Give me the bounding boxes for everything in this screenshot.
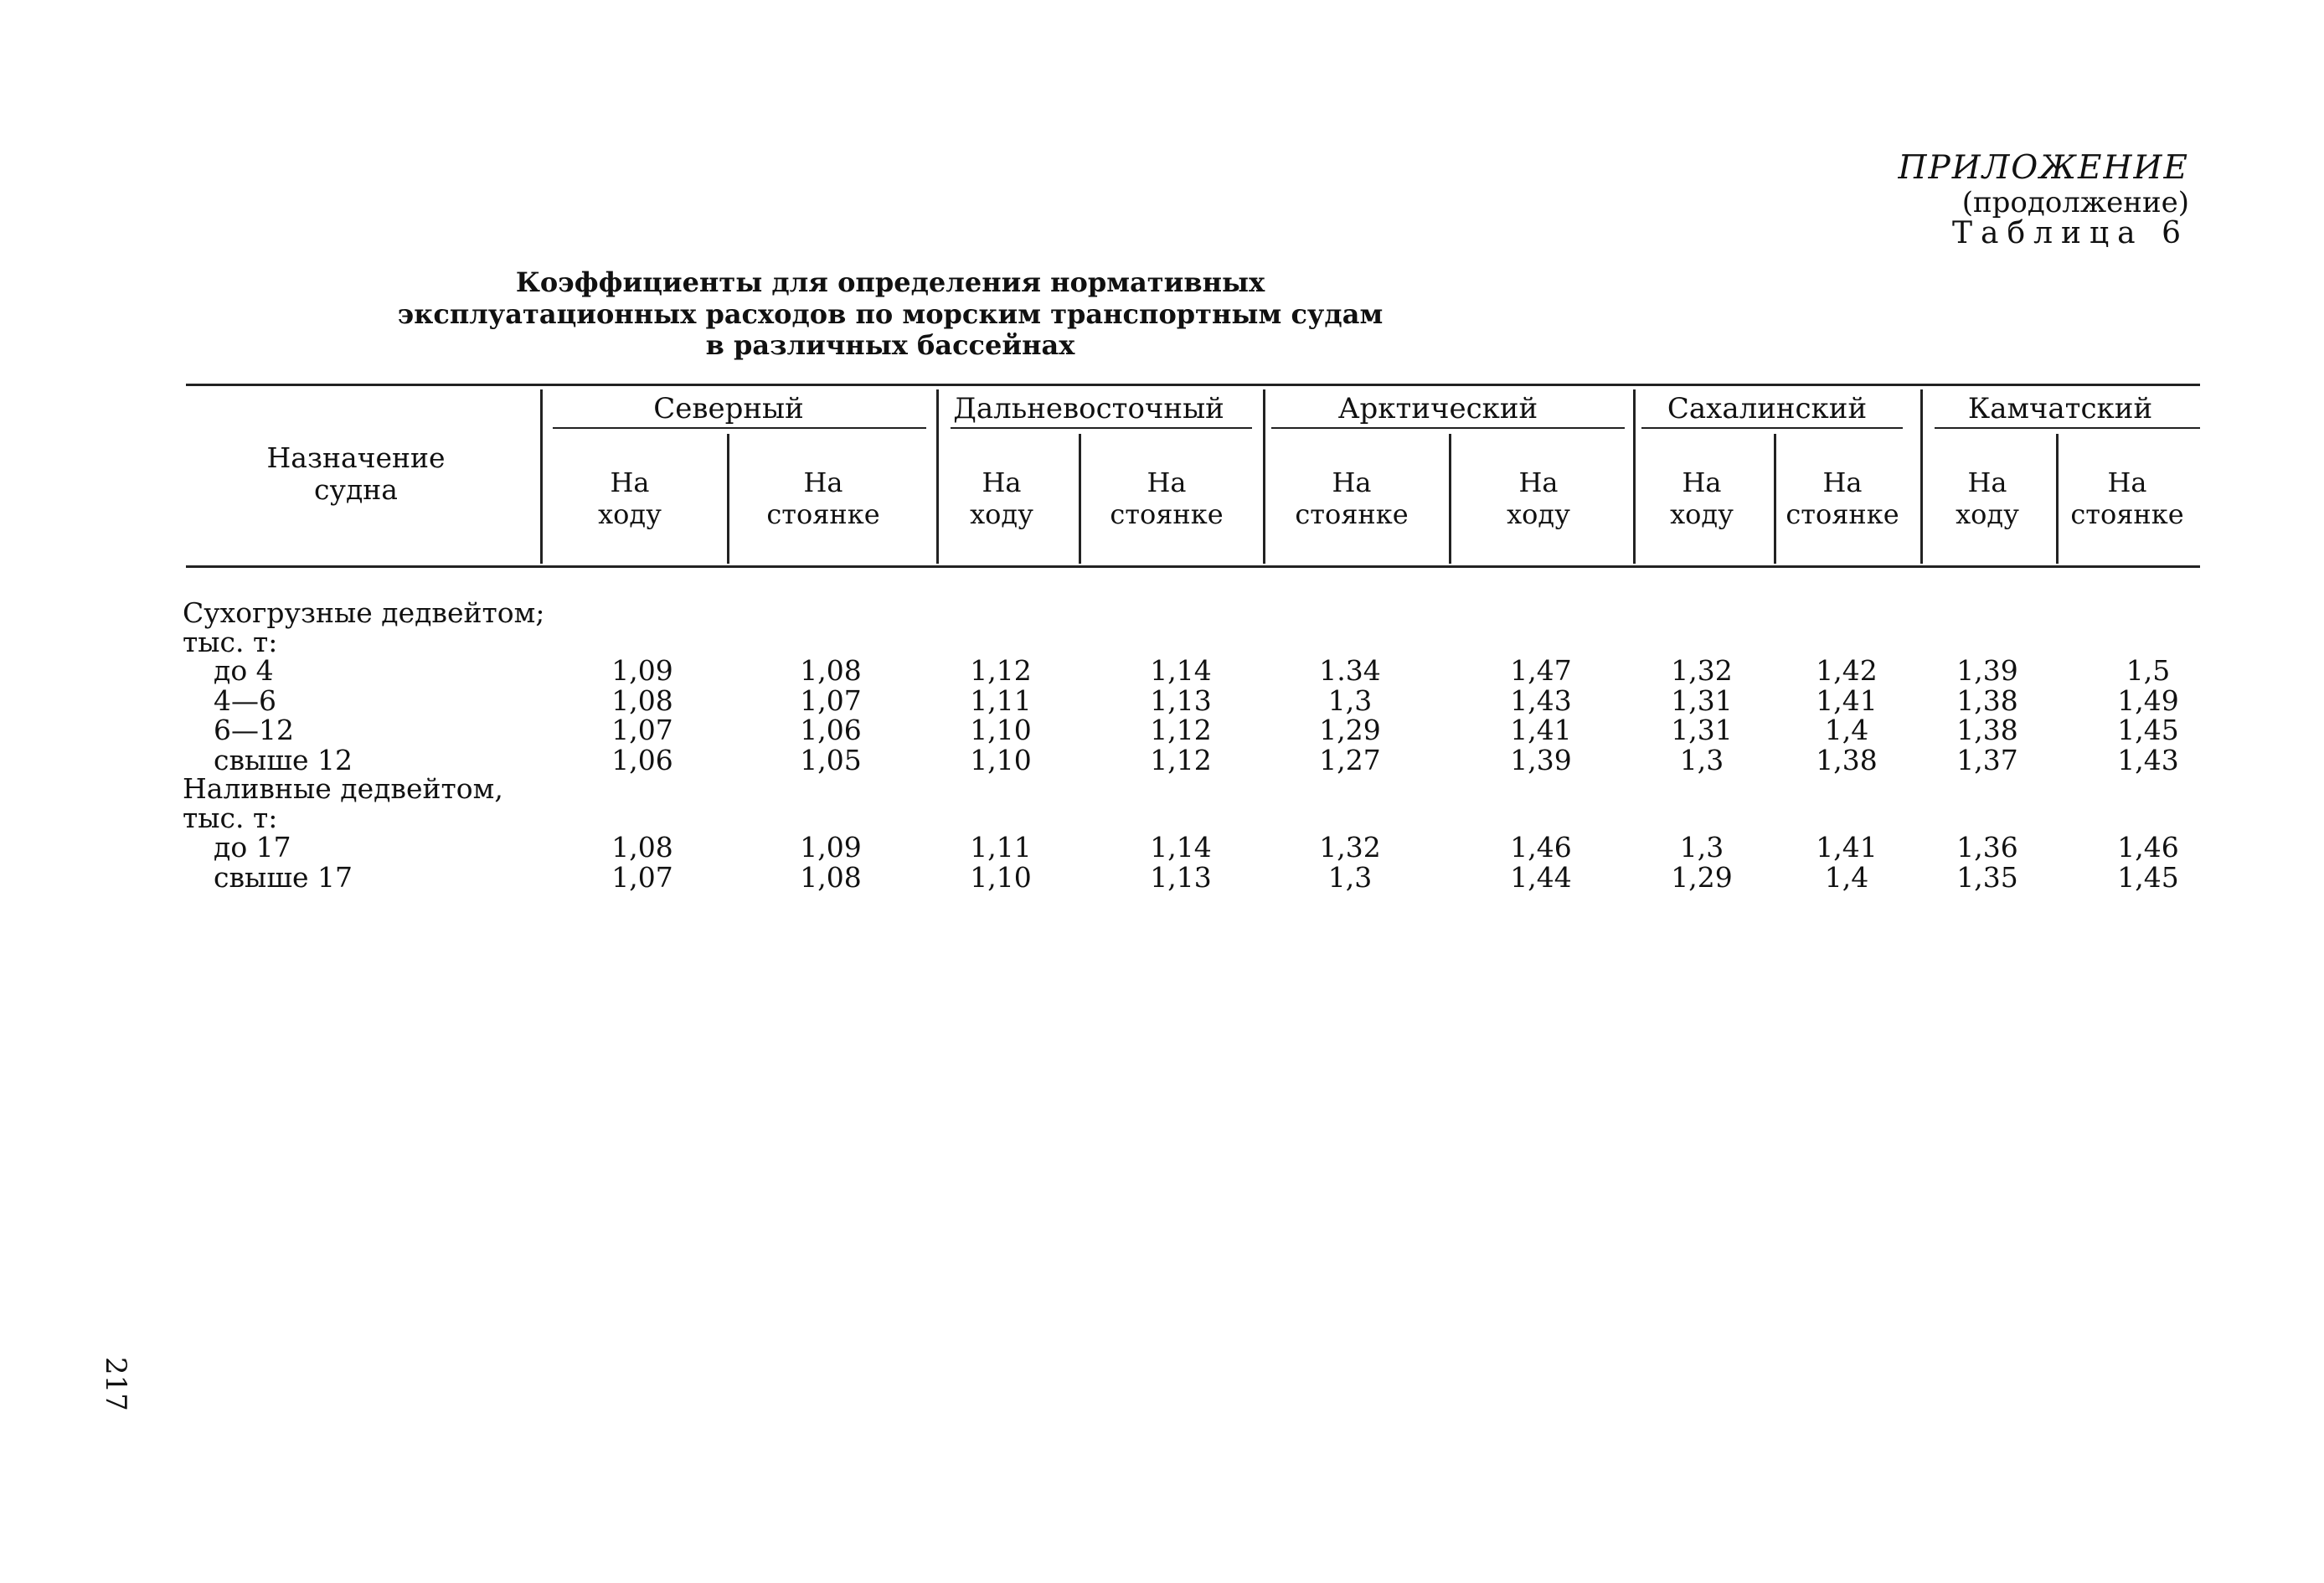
table-title-line-1: Коэффициенты для определения нормативных	[515, 266, 1265, 298]
col-divider-7	[1633, 389, 1636, 564]
table-cell: 1,11	[970, 831, 1032, 864]
table-cell: 1,3	[1327, 684, 1373, 717]
table-title-line-3: в различных бассейнах	[705, 329, 1075, 361]
table-cell: 1,05	[800, 744, 862, 776]
table-cell: 1,4	[1824, 714, 1869, 746]
basin-rule-sakhalinsky	[1641, 427, 1903, 429]
table-header-bottom-rule	[186, 565, 2200, 568]
table-cell: 1,14	[1150, 831, 1212, 864]
table-cell: 1,06	[611, 744, 673, 776]
subheader-4: На стоянке	[1110, 467, 1224, 530]
table-cell: 1,46	[1510, 831, 1572, 864]
table-cell: 1,32	[1319, 831, 1381, 864]
group-unit-dry-cargo: тыс. т:	[183, 626, 278, 658]
table-cell: 1,29	[1671, 861, 1733, 894]
page-number: 217	[99, 1357, 132, 1411]
appendix-label: ПРИЛОЖЕНИЕ	[1898, 149, 2189, 187]
subheader-6: На ходу	[1507, 467, 1570, 530]
table-cell: 1,47	[1510, 654, 1572, 687]
table-cell: 1,43	[1510, 684, 1572, 717]
table-cell: 1,3	[1679, 744, 1724, 776]
subheader-10: На стоянке	[2070, 467, 2184, 530]
subheader-2: На стоянке	[766, 467, 880, 530]
table-cell: 1,42	[1816, 654, 1878, 687]
table-cell: 1,38	[1956, 684, 2018, 717]
table-cell: 1,09	[800, 831, 862, 864]
table-cell: 1,09	[611, 654, 673, 687]
basin-header-sakhalinsky: Сахалинский	[1667, 392, 1868, 425]
table-cell: 1,10	[970, 744, 1032, 776]
col-divider-3	[936, 389, 939, 564]
basin-header-arktichesky: Арктический	[1337, 392, 1538, 425]
table-cell: 1,07	[611, 861, 673, 894]
table-cell: 1,08	[800, 861, 862, 894]
subheader-9: На ходу	[1956, 467, 2019, 530]
col-divider-5	[1263, 389, 1265, 564]
row-label: 6—12	[214, 714, 294, 746]
subheader-3: На ходу	[970, 467, 1033, 530]
table-cell: 1,31	[1671, 714, 1733, 746]
table-cell: 1,45	[2117, 714, 2179, 746]
row-label: до 4	[214, 654, 274, 687]
table-cell: 1,27	[1319, 744, 1381, 776]
table-cell: 1,13	[1150, 861, 1212, 894]
table-cell: 1,31	[1671, 684, 1733, 717]
subheader-1: На ходу	[598, 467, 662, 530]
col-divider-10	[2056, 434, 2059, 564]
group-unit-tanker: тыс. т:	[183, 802, 278, 834]
row-label: до 17	[214, 831, 291, 864]
table-cell: 1,41	[1510, 714, 1572, 746]
col-divider-4	[1079, 434, 1081, 564]
col-header-vessel-purpose: Назначение судна	[266, 441, 446, 506]
continuation-label: (продолжение)	[1961, 186, 2189, 219]
table-cell: 1,07	[611, 714, 673, 746]
table-cell: 1,10	[970, 714, 1032, 746]
table-cell: 1,3	[1679, 831, 1724, 864]
basin-rule-kamchatsky	[1935, 427, 2200, 429]
col-divider-2	[727, 434, 729, 564]
row-label: 4—6	[214, 684, 276, 717]
table-cell: 1,06	[800, 714, 862, 746]
table-cell: 1,38	[1956, 714, 2018, 746]
table-cell: 1,5	[2126, 654, 2171, 687]
table-cell: 1,08	[800, 654, 862, 687]
basin-header-kamchatsky: Камчатский	[1967, 392, 2153, 425]
table-cell: 1,35	[1956, 861, 2018, 894]
subheader-5: На стоянке	[1295, 467, 1409, 530]
basin-rule-severny	[553, 427, 926, 429]
table-cell: 1,12	[1150, 714, 1212, 746]
basin-header-severny: Северный	[653, 392, 804, 425]
table-cell: 1.34	[1319, 654, 1381, 687]
table-cell: 1,44	[1510, 861, 1572, 894]
table-cell: 1,41	[1816, 831, 1878, 864]
basin-rule-dalnevostochny	[951, 427, 1252, 429]
table-cell: 1,41	[1816, 684, 1878, 717]
row-label: свыше 12	[214, 744, 353, 776]
col-divider-9	[1920, 389, 1923, 564]
table-cell: 1,12	[970, 654, 1032, 687]
table-cell: 1,32	[1671, 654, 1733, 687]
table-cell: 1,46	[2117, 831, 2179, 864]
col-divider-1	[540, 389, 543, 564]
table-cell: 1,39	[1956, 654, 2018, 687]
group-label-dry-cargo: Сухогрузные дедвейтом;	[183, 596, 545, 629]
subheader-7: На ходу	[1670, 467, 1734, 530]
table-cell: 1,11	[970, 684, 1032, 717]
table-cell: 1,3	[1327, 861, 1373, 894]
col-divider-8	[1774, 434, 1776, 564]
table-cell: 1,08	[611, 831, 673, 864]
table-title-line-2: эксплуатационных расходов по морским транспортным судам	[397, 298, 1384, 330]
table-cell: 1,4	[1824, 861, 1869, 894]
basin-header-dalnevostochny: Дальневосточный	[953, 392, 1224, 425]
table-number: Таблица 6	[1952, 216, 2189, 250]
table-cell: 1,39	[1510, 744, 1572, 776]
table-cell: 1,08	[611, 684, 673, 717]
table-cell: 1,10	[970, 861, 1032, 894]
row-label: свыше 17	[214, 861, 353, 894]
table-cell: 1,49	[2117, 684, 2179, 717]
table-cell: 1,37	[1956, 744, 2018, 776]
table-cell: 1,45	[2117, 861, 2179, 894]
table-cell: 1,38	[1816, 744, 1878, 776]
table-cell: 1,13	[1150, 684, 1212, 717]
table-cell: 1,14	[1150, 654, 1212, 687]
table-cell: 1,43	[2117, 744, 2179, 776]
subheader-8: На стоянке	[1786, 467, 1899, 530]
table-cell: 1,36	[1956, 831, 2018, 864]
group-label-tanker: Наливные дедвейтом,	[183, 772, 503, 805]
table-cell: 1,07	[800, 684, 862, 717]
table-cell: 1,12	[1150, 744, 1212, 776]
table-top-rule	[186, 384, 2200, 386]
col-divider-6	[1449, 434, 1451, 564]
table-cell: 1,29	[1319, 714, 1381, 746]
basin-rule-arktichesky	[1271, 427, 1625, 429]
